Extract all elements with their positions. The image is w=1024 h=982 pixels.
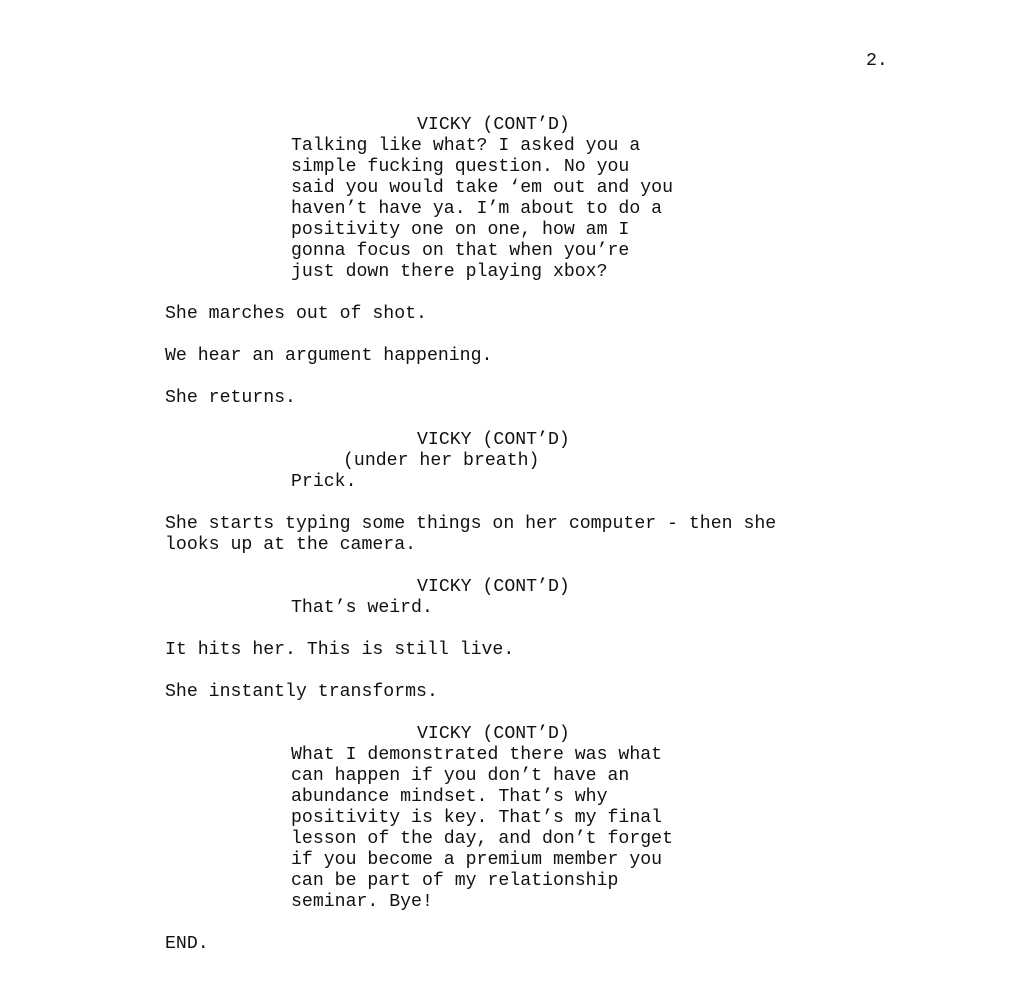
character-name: VICKY (CONT’D): [417, 577, 570, 597]
dialogue-line: abundance mindset. That’s why: [291, 787, 608, 807]
end-marker: END.: [165, 934, 209, 954]
page-number: 2.: [866, 51, 888, 71]
dialogue-line: gonna focus on that when you’re: [291, 241, 630, 261]
dialogue-line: just down there playing xbox?: [291, 262, 608, 282]
dialogue-line: lesson of the day, and don’t forget: [291, 829, 673, 849]
dialogue-line: can happen if you don’t have an: [291, 766, 630, 786]
action-line: She returns.: [165, 388, 296, 408]
dialogue-line: seminar. Bye!: [291, 892, 433, 912]
dialogue-line: Prick.: [291, 472, 357, 492]
character-name: VICKY (CONT’D): [417, 724, 570, 744]
character-name: VICKY (CONT’D): [417, 430, 570, 450]
dialogue-line: if you become a premium member you: [291, 850, 663, 870]
action-line: She starts typing some things on her computer - then she: [165, 514, 777, 534]
parenthetical: (under her breath): [343, 451, 540, 471]
dialogue-line: simple fucking question. No you: [291, 157, 630, 177]
dialogue-line: haven’t have ya. I’m about to do a: [291, 199, 663, 219]
dialogue-line: Talking like what? I asked you a: [291, 136, 641, 156]
dialogue-line: said you would take ‘em out and you: [291, 178, 673, 198]
action-line: We hear an argument happening.: [165, 346, 493, 366]
action-line: looks up at the camera.: [165, 535, 417, 555]
dialogue-line: can be part of my relationship: [291, 871, 619, 891]
action-line: She marches out of shot.: [165, 304, 427, 324]
action-line: She instantly transforms.: [165, 682, 438, 702]
dialogue-line: What I demonstrated there was what: [291, 745, 663, 765]
character-name: VICKY (CONT’D): [417, 115, 570, 135]
action-line: It hits her. This is still live.: [165, 640, 515, 660]
dialogue-line: positivity is key. That’s my final: [291, 808, 663, 828]
dialogue-line: positivity one on one, how am I: [291, 220, 630, 240]
dialogue-line: That’s weird.: [291, 598, 433, 618]
